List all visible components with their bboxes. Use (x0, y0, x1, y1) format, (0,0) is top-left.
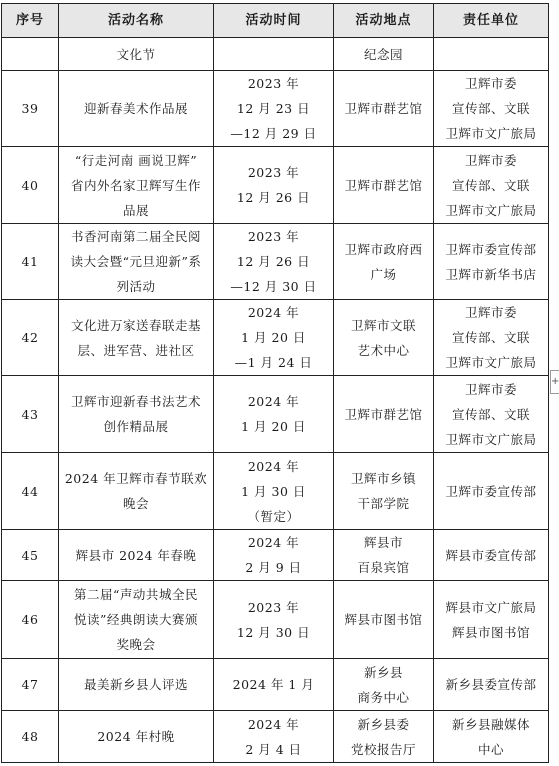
table-row (2, 147, 549, 224)
cell-name: 文化节 (59, 38, 214, 71)
cell-unit: 卫辉市委 宣传部、文联 卫辉市文广旅局 (434, 71, 549, 147)
cell-time: 2023 年 12 月 23 日 —12 月 29 日 (214, 71, 334, 147)
cell-number: 45 (2, 530, 59, 581)
table-row (2, 224, 549, 300)
cell-name: 书香河南第二届全民阅 读大会暨“元旦迎新”系 列活动 (59, 224, 214, 300)
cell-place: 卫辉市群艺馆 (334, 376, 434, 453)
cell-number: 42 (2, 300, 59, 376)
cell-place: 卫辉市群艺馆 (334, 71, 434, 147)
cell-number: 46 (2, 581, 59, 659)
cell-time: 2023 年 12 月 26 日 —12 月 30 日 (214, 224, 334, 300)
table-row (2, 376, 549, 453)
cell-number: 43 (2, 376, 59, 453)
cell-name: 2024 年村晚 (59, 711, 214, 763)
cell-place: 辉县市 百泉宾馆 (334, 530, 434, 581)
cell-name: 辉县市 2024 年春晚 (59, 530, 214, 581)
cell-place: 卫辉市政府西 广场 (334, 224, 434, 300)
cell-number: 47 (2, 659, 59, 711)
cell-time: 2024 年 1 月 20 日 —1 月 24 日 (214, 300, 334, 376)
cell-place: 新乡县 商务中心 (334, 659, 434, 711)
table-row (2, 711, 549, 763)
cell-name: 迎新春美术作品展 (59, 71, 214, 147)
header-responsible-unit: 责任单位 (434, 4, 549, 38)
cell-name: 文化进万家送春联走基 层、进军营、进社区 (59, 300, 214, 376)
cell-time: 2023 年 12 月 26 日 (214, 147, 334, 224)
cell-name: 2024 年卫辉市春节联欢 晚会 (59, 453, 214, 530)
cell-name: 最美新乡县人评选 (59, 659, 214, 711)
activities-table (1, 3, 549, 763)
cell-unit: 卫辉市委宣传部 卫辉市新华书店 (434, 224, 549, 300)
cell-number: 44 (2, 453, 59, 530)
table-row (2, 453, 549, 530)
cell-unit: 辉县市委宣传部 (434, 530, 549, 581)
cell-place: 新乡县委 党校报告厅 (334, 711, 434, 763)
cell-unit: 卫辉市委 宣传部、文联 卫辉市文广旅局 (434, 300, 549, 376)
cell-place: 卫辉市乡镇 干部学院 (334, 453, 434, 530)
cell-time: 2024 年 1 月 20 日 (214, 376, 334, 453)
cell-time: 2024 年 1 月 30 日 （暂定） (214, 453, 334, 530)
cell-place: 纪念园 (334, 38, 434, 71)
cell-number: 39 (2, 71, 59, 147)
cell-place: 卫辉市群艺馆 (334, 147, 434, 224)
cell-unit: 卫辉市委 宣传部、文联 卫辉市文广旅局 (434, 376, 549, 453)
side-expand-marker[interactable]: + (550, 370, 559, 394)
cell-number: 41 (2, 224, 59, 300)
cell-time: 2024 年 2 月 9 日 (214, 530, 334, 581)
cell-unit (434, 38, 549, 71)
cell-name: 卫辉市迎新春书法艺术 创作精品展 (59, 376, 214, 453)
table-row (2, 530, 549, 581)
cell-name: “行走河南 画说卫辉” 省内外名家卫辉写生作 品展 (59, 147, 214, 224)
cell-number: 40 (2, 147, 59, 224)
cell-number (2, 38, 59, 71)
header-row (2, 4, 549, 38)
table-row (2, 300, 549, 376)
cell-unit: 新乡县融媒体 中心 (434, 711, 549, 763)
header-activity-time: 活动时间 (214, 4, 334, 38)
cell-unit: 卫辉市委 宣传部、文联 卫辉市文广旅局 (434, 147, 549, 224)
header-activity-place: 活动地点 (334, 4, 434, 38)
header-activity-name: 活动名称 (59, 4, 214, 38)
table-row (2, 581, 549, 659)
cell-name: 第二届“声动共城全民 悦读”经典朗读大赛颁 奖晚会 (59, 581, 214, 659)
cell-number: 48 (2, 711, 59, 763)
cell-place: 卫辉市文联 艺术中心 (334, 300, 434, 376)
cell-unit: 新乡县委宣传部 (434, 659, 549, 711)
cell-time: 2024 年 2 月 4 日 (214, 711, 334, 763)
cell-time: 2023 年 12 月 30 日 (214, 581, 334, 659)
table-row-continued (2, 38, 549, 71)
cell-unit: 卫辉市委宣传部 (434, 453, 549, 530)
table-row (2, 659, 549, 711)
table-row (2, 71, 549, 147)
header-number: 序号 (2, 4, 59, 38)
cell-place: 辉县市图书馆 (334, 581, 434, 659)
cell-unit: 辉县市文广旅局 辉县市图书馆 (434, 581, 549, 659)
cell-time: 2024 年 1 月 (214, 659, 334, 711)
cell-time (214, 38, 334, 71)
